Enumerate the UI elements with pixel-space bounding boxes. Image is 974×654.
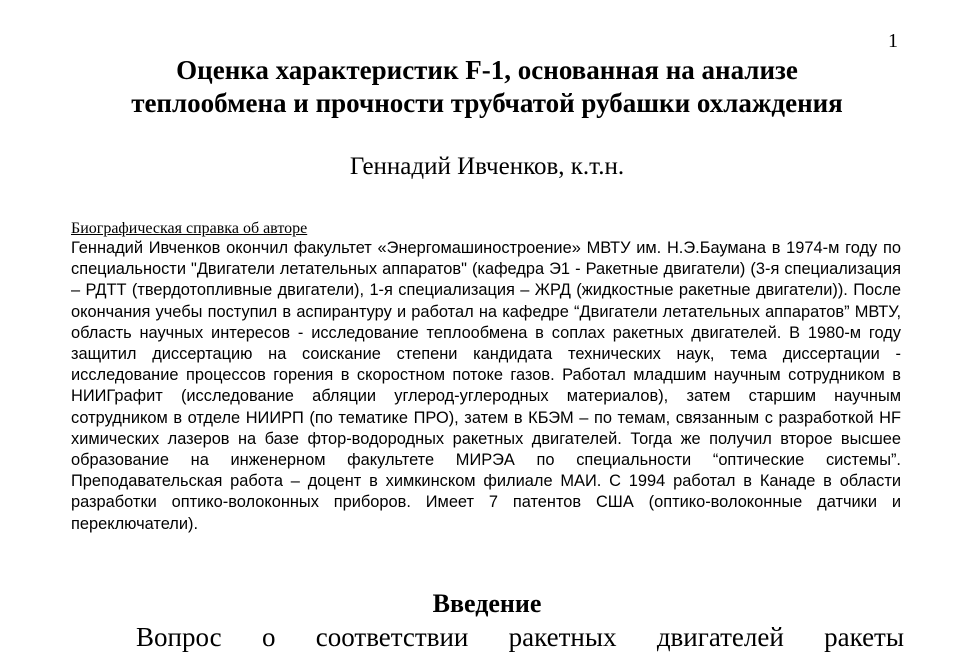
document-title-line-1: Оценка характеристик F-1, основанная на анализе [176,55,798,85]
author-name: Геннадий Ивченков, к.т.н. [349,153,625,180]
document-title-line-2: теплообмена и прочности трубчатой рубашки охлаждения [131,88,843,118]
bio-paragraph: Геннадий Ивченков окончил факультет «Энергомашиностроение» МВТУ им. Н.Э.Баумана в 1974-м году по специальности "Двигатели летательных аппаратов" (кафедра Э1 - Ракетные двигатели) (3-я специализация – РДТТ (твердотопливные двигатели), 1-я специализация – ЖРД (жидкостные ракетные двигатели)). После окончания учебы поступил в аспирантуру и работал на кафедре “Двигатели летательных аппаратов” МВТУ, область научных интересов - исследование теплообмена в соплах ракетных двигателей. В 1980-м году защитил диссертацию на соискание степени кандидата технических наук, тема диссертации - исследование процессов горения в скоростном потоке газов. Работал младшим научным сотрудником в НИИГрафит (исследование абляции углерод-углеродных материалов), затем старшим научным сотрудником в отделе НИИРП (по тематике ПРО), затем в КБЭМ – по темам, связанным с разработкой HF химических лазеров на базе фтор-водородных ракетных двигателей. Тогда же получил второе высшее образование на инженерном факультете МИРЭА по специальности “оптические системы”. Преподавательская работа – доцент в химкинском филиале МАИ. С 1994 работал в Канаде в области разработки оптико-волоконных приборов. Имеет 7 патентов США (оптико-волоконные датчики и переключатели). [71,239,901,533]
section-heading-introduction: Введение [432,589,542,618]
intro-first-line: Вопрос о соответствии ракетных двигателей ракеты [136,622,904,652]
bio-heading: Биографическая справка об авторе [71,220,308,237]
document-title [0,54,974,120]
page-number: 1 [888,30,898,52]
